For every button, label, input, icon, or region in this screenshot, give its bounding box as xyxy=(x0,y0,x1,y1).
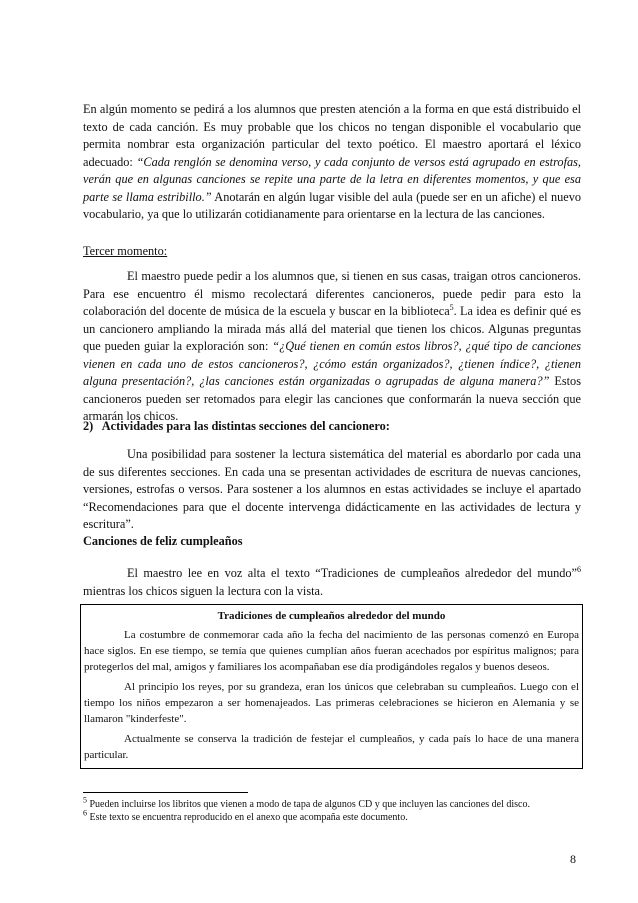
box-paragraph-3: Actualmente se conserva la tradición de festejar el cumpleaños, y cada país lo hace de una manera particular. xyxy=(84,733,579,761)
canciones-heading: Canciones de feliz cumpleaños xyxy=(83,534,243,548)
page-number: 8 xyxy=(570,852,576,866)
footnote-5: $^5$ Pueden incluirse los libritos que vienen a modo de tapa de algunos CD y que incluyen las canciones del disco. xyxy=(83,795,530,810)
exploration-questions: “¿Qué tienen en común estos libros?, ¿qué tipo de canciones vienen en cada uno de estos cancioneros?, ¿cómo están organizados?, ¿tienen índice?, ¿tienen alguna presentación?, ¿las canciones están organizadas o agrupadas de alguna manera?” xyxy=(83,339,581,388)
paragraph-cancioneros: El maestro puede pedir a los alumnos que, si tienen en sus casas, traigan otros cancioneros. Para ese encuentro él mismo recolectará diferentes cancioneros, puede pedir para esto la colaboración del docente de música de la escuela y buscar en la biblioteca$^5$. La idea es definir qué es un cancionero ampliando la mirada más allá del material que tienen los chicos. Algunas preguntas que pueden guiar la exploración son: “¿Qué tienen en común estos libros?, ¿qué tipo de canciones vienen en cada uno de estos cancioneros?, ¿cómo están organizados?, ¿tienen índice?, ¿tienen alguna presentación?, ¿las canciones están organizadas o agrupadas de alguna manera?” Estos cancioneros pueden ser retomados para elegir las canciones que conformarán la nueva sección que armarán los chicos. xyxy=(83,269,581,423)
tradiciones-text-box xyxy=(80,604,583,769)
box-paragraph-1: La costumbre de conmemorar cada año la fecha del nacimiento de las personas comenzó en Europa hace siglos. En ese tiempo, se temía que quienes cumplían años fueran acechados por espíritus malignos; para protegerlos del mal, amigos y familiares los acompañaban ese día prodigándoles regalos y buenos deseos. xyxy=(84,629,579,673)
section-2-heading: 2) Actividades para las distintas secciones del cancionero: xyxy=(83,419,390,433)
footnote-6: $^6$ Este texto se encuentra reproducido en el anexo que acompaña este documento. xyxy=(83,808,408,823)
paragraph-vocabulary: En algún momento se pedirá a los alumnos que presten atención a la forma en que está distribuido el texto de cada canción. Es muy probable que los chicos no tengan disponible el vocabulario que permita nombrar esta organización particular del texto poético. El maestro aportará el léxico adecuado: “Cada renglón se denomina verso, y cada conjunto de versos está agrupado en estrofas, verán que en algunas canciones se repite una parte de la letra en diferentes momentos, y que esa parte se llama estribillo.” Anotarán en algún lugar visible del aula (puede ser en un afiche) el nuevo vocabulario, ya que lo utilizarán cotidianamente para orientarse en la lectura de las canciones. xyxy=(83,102,582,221)
footnote-ref-5: 5 xyxy=(449,302,454,312)
teacher-quote: “Cada renglón se denomina verso, y cada conjunto de versos está agrupado en estrofas, verán que en algunas canciones se repite una parte de la letra en diferentes momentos, y que esa parte se llama estribillo.” xyxy=(83,154,582,204)
footnote-ref-6: 6 xyxy=(577,564,581,574)
footnote-separator xyxy=(83,792,248,793)
paragraph-sections: Una posibilidad para sostener la lectura sistemática del material es abordarlo por cada una de sus diferentes secciones. En cada una se presentan actividades de escritura de nuevas canciones, versiones, estrofas o versos. Para sostener a los alumnos en estas actividades se incluye el apartado “Recomendaciones para que el docente intervenga didácticamente en las actividades de lectura y escritura”. xyxy=(83,447,581,531)
tercer-momento-heading: Tercer momento: xyxy=(83,244,168,258)
paragraph-read-aloud: El maestro lee en voz alta el texto “Tradiciones de cumpleaños alrededor del mundo”$^6$ mientras los chicos siguen la lectura con la vista. xyxy=(83,564,581,598)
box-title: Tradiciones de cumpleaños alrededor del mundo xyxy=(217,610,446,622)
box-paragraph-2: Al principio los reyes, por su grandeza, eran los únicos que celebraban su cumpleaños. Luego con el tiempo los niños empezaron a ser homenajeados. Las primeras celebraciones se hicieron en Alemania y se llamaron "kinderfeste". xyxy=(84,681,579,725)
